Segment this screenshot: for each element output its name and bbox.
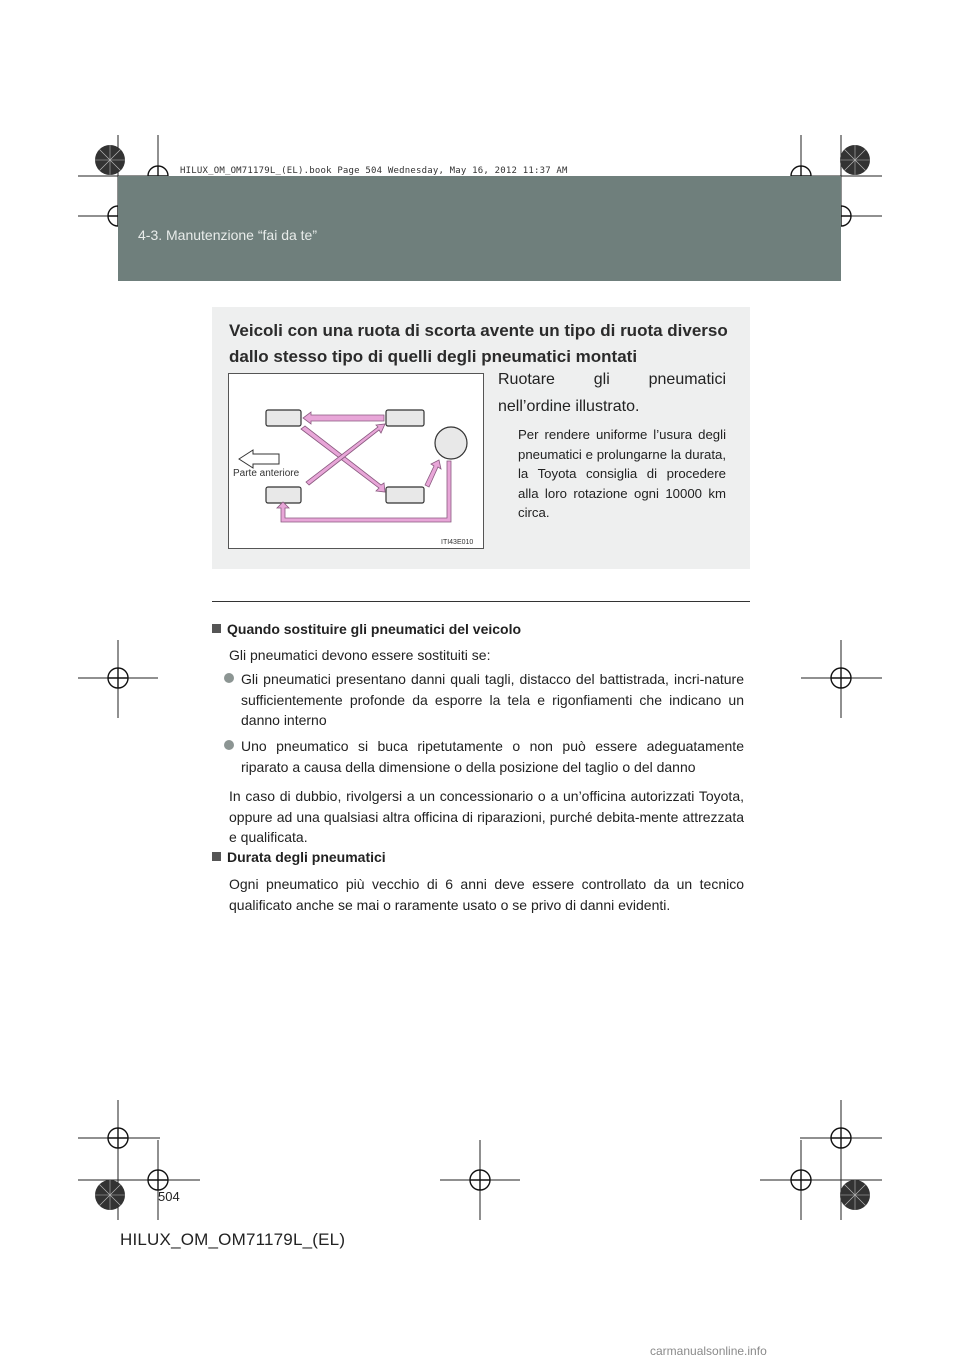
book-print-line: HILUX_OM_OM71179L_(EL).book Page 504 Wednesday, May 16, 2012 11:37 AM — [180, 166, 568, 176]
front-direction-arrow — [239, 450, 279, 468]
arrow-cross-1 — [301, 426, 385, 492]
arrow-spare-to-front — [277, 461, 451, 522]
square-bullet-icon — [212, 852, 221, 861]
list-item-text: Uno pneumatico si buca ripetutamente o non può essere adeguatamente riparato a causa della dimensione o della posizione del taglio o del danno — [241, 738, 744, 775]
tire-rear-left — [386, 410, 424, 426]
arrow-cross-2 — [306, 424, 385, 485]
list-item-text: Gli pneumatici presentano danni quali tagli, distacco del battistrada, incri-nature sufficientemente profonde da esporre la tela e rigonfiamenti che indicano un danno interno — [241, 671, 744, 728]
info-box-heading: Veicoli con una ruota di scorta avente un tipo di ruota diverso dallo stesso tipo di quelli degli pneumatici montati — [229, 321, 728, 366]
round-bullet-icon — [224, 673, 234, 683]
lead-line-2: nell’ordine illustrato. — [498, 398, 640, 415]
section-title: 4-3. Manutenzione “fai da te” — [138, 227, 317, 243]
figure-code: ITI43E010 — [441, 539, 474, 546]
info-box-note: Per rendere uniforme l’usura degli pneumatici e prolungarne la durata, la Toyota consiglia di procedere alla loro rotazione ogni 10000 km circa. — [518, 427, 726, 520]
list-item — [224, 736, 744, 777]
section-text: Ogni pneumatico più vecchio di 6 anni deve essere controllato da un tecnico qualificato anche se mai o raramente usato o se privo di danni evidenti. — [229, 876, 744, 913]
section-intro: Gli pneumatici devono essere sostituiti se: — [229, 647, 491, 663]
tire-front-right — [266, 487, 301, 503]
arrow-rear-to-spare — [425, 460, 441, 487]
section-heading-text: Durata degli pneumatici — [227, 849, 386, 865]
section-heading-replace — [212, 621, 521, 637]
section-heading-lifetime — [212, 849, 386, 865]
lead-line-1: Ruotare gli pneumatici — [498, 371, 726, 388]
section-note: In caso di dubbio, rivolgersi a un concessionario o a un’officina autorizzati Toyota, oppure ad una qualsiasi altra officina di riparazioni, purché debita-mente attrezzata e qualificata. — [229, 788, 744, 845]
round-bullet-icon — [224, 740, 234, 750]
tire-rear-right — [386, 487, 424, 503]
section-heading-text: Quando sostituire gli pneumatici del veicolo — [227, 621, 522, 637]
section-divider — [212, 601, 750, 602]
tire-rotation-figure — [228, 373, 484, 549]
manual-code: HILUX_OM_OM71179L_(EL) — [120, 1230, 346, 1249]
arrow-rear-to-front — [303, 412, 384, 424]
front-label: Parte anteriore — [233, 468, 300, 479]
info-box-lead — [498, 366, 726, 420]
page-number: 504 — [158, 1189, 180, 1204]
tire-front-left — [266, 410, 301, 426]
watermark: carmanualsonline.info — [650, 1344, 767, 1358]
list-item — [224, 669, 744, 731]
spare-tire — [435, 427, 467, 459]
rotation-diagram — [229, 374, 485, 550]
square-bullet-icon — [212, 624, 221, 633]
